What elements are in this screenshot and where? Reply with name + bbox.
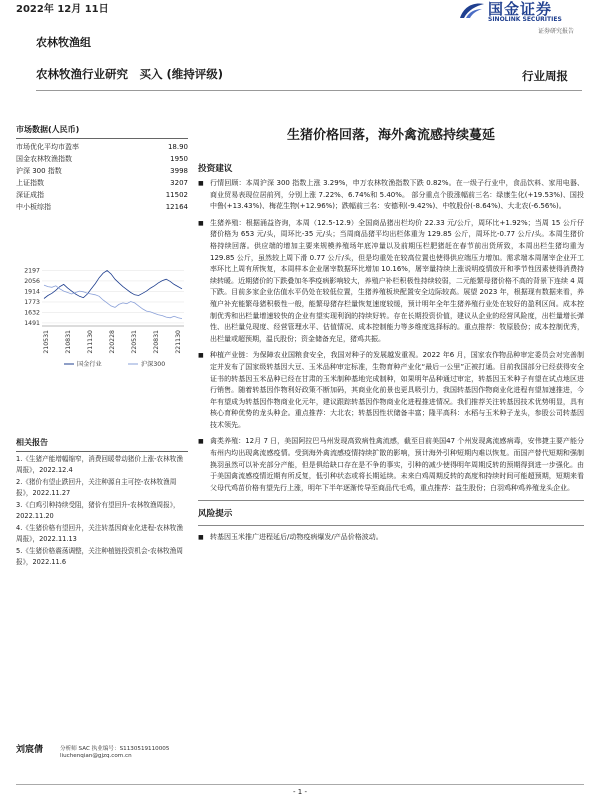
market-row-value: 12164: [165, 203, 188, 211]
investment-advice-heading: 投资建议: [198, 164, 233, 174]
report-type: 行业周报: [522, 69, 568, 83]
related-report-item[interactable]: 2.《猪价有望止跌回升，关注种源自主可控-农林牧渔周报》，2022.11.27: [16, 478, 177, 497]
series-line-0: [44, 271, 182, 299]
related-report-item[interactable]: 4.《生猪价格有望回升，关注转基因商业化进程-农林牧渔周报》，2022.11.13: [16, 524, 183, 543]
risk-heading: 风险提示: [198, 509, 233, 520]
report-tag: 证券研究报告: [538, 28, 575, 35]
x-tick-label: 220228: [109, 330, 116, 354]
market-row: [16, 201, 188, 213]
market-row: [16, 141, 188, 153]
analyst-name: 刘宸倩: [16, 745, 44, 755]
related-report-item[interactable]: 5.《生猪价格震荡调整，关注种植链投资机会-农林牧渔周报》，2022.11.6: [16, 547, 183, 566]
market-row-value: 3998: [170, 167, 188, 175]
x-tick-label: 210831: [65, 330, 72, 354]
x-tick-label: 220531: [131, 330, 138, 354]
report-title: 农林牧渔行业研究 买入 (维持评级): [36, 67, 224, 81]
y-tick-label: 1491: [24, 319, 40, 327]
risk-bullet: ■ 转基因玉米推广进程延后/动物疫病爆发/产品价格波动。: [198, 532, 584, 544]
x-tick-label: 220831: [153, 330, 160, 354]
legend-label-0: 国金行业: [77, 361, 102, 368]
market-row-label: 上证指数: [16, 179, 44, 187]
market-row: [16, 189, 188, 201]
market-row-value: 1950: [170, 155, 188, 163]
main-title: 生猪价格回落，海外禽流感持续蔓延: [286, 128, 495, 143]
legend-label-1: 沪深300: [141, 361, 166, 368]
market-data-panel: [16, 124, 188, 213]
related-divider: [16, 451, 188, 452]
main-content: [198, 124, 584, 549]
market-row: [16, 153, 188, 165]
logo-name-cn: 国金证券: [488, 0, 553, 18]
y-tick-label: 1632: [24, 309, 40, 317]
sinolink-logo-icon: [458, 0, 486, 20]
x-tick-label: 210531: [43, 330, 50, 354]
market-row-value: 18.90: [167, 143, 188, 151]
related-report-item[interactable]: 3.《白鸡引种持续受阻，猪价有望回升-农林牧渔周报》，2022.11.20: [16, 501, 180, 520]
market-row-label: 沪深 300 指数: [16, 167, 62, 175]
risk-list: [198, 532, 584, 544]
market-row-label: 国金农林牧渔指数: [16, 155, 72, 163]
index-line-chart: [16, 262, 188, 372]
page-number: - 1 -: [293, 788, 307, 796]
y-tick-label: 1914: [24, 288, 40, 296]
advice-bullet: ■ 行情回顾：本周沪深 300 指数上涨 3.29%，申万农林牧渔指数下跌 0.82%。在一级子行业中，食品饮料、家用电器、商业贸易表现位居前列，分别上涨 7.22%、6.74%和 5.40%。 部分重点个股涨幅前三名：绿康生化(+19.53%)、国投中鲁(+13.43%)、梅花生物(+12.96%)；跌幅前三名：安德利(-9.42%)、中牧股份(-8.64%)、大北农(-6.56%)。: [198, 178, 584, 213]
y-tick-label: 2056: [24, 277, 40, 285]
x-tick-label: 221130: [175, 330, 182, 354]
market-row-label: 深证成指: [16, 191, 44, 199]
market-row-value: 11502: [165, 191, 188, 199]
risk-divider: [198, 500, 584, 501]
market-data-list: [16, 141, 188, 213]
investment-advice-list: [198, 178, 584, 494]
market-data-divider: [16, 138, 188, 139]
related-report-item[interactable]: 1.《生猪产能增幅缩窄，消费回暖带动猪价上涨-农林牧渔周报》，2022.12.4: [16, 455, 183, 474]
related-reports-heading: 相关报告: [16, 438, 48, 447]
market-data-heading: 市场数据(人民币): [16, 125, 80, 134]
analyst-email[interactable]: liuchenqian@gjzq.com.cn: [60, 753, 132, 759]
market-row: [16, 177, 188, 189]
market-row-value: 3207: [170, 179, 188, 187]
report-date: 2022年 12月 11日: [16, 4, 109, 15]
brand-logo: [458, 0, 598, 32]
x-tick-label: 211130: [87, 330, 94, 354]
market-row: [16, 165, 188, 177]
logo-name-en: SINOLINK SECURITIES: [488, 16, 562, 23]
y-tick-label: 2197: [24, 267, 40, 275]
advice-bullet: ■ 种植产业链：为保障农业国粮食安全，我国对种子的发展越发重视。2022 年6 月，国家农作物品种审定委员会对完善制定并发布了国家级转基因大豆、玉米品种审定标准，生物育种产业化“最后一公里”正被打通。目前我国部分已经获得安全证书的转基因玉米品种已经在甘肃的玉米制种基地完成制种，如果明年品种通过审定，转基因玉米种子有望在试点地区进行销售。随着转基因作物利好政策不断加码，其商业化前景也更具吸引力，我国转基因作物商业化进程有望加速推进，今年有望成为转基因作物商业化元年，建议跟踪转基因作物商业化进程推进情况。我们推荐关注转基因技术优势明显，具有核心育种优势的龙头种企。重点推荐：大北农；转基因性状储备丰富；隆平高科：水稻与玉米种子龙头，参股公司转基因技术领先。: [198, 350, 584, 431]
analyst-info: [16, 742, 188, 770]
header-divider: [36, 90, 582, 91]
related-reports: [16, 437, 188, 569]
footer-divider: [16, 784, 584, 785]
market-row-label: 市场优化平均市盈率: [16, 143, 79, 151]
market-row-label: 中小板综指: [16, 203, 51, 211]
advice-bullet: ■ 禽类养殖：12月 7 日，美国阿拉巴马州发现高致病性禽流感，截至目前美国47 个州发现禽流感病毒，安伟捷主要产能分布州内均出现禽流感疫情。受到海外禽流感疫情持续扩散的影响，预计海外引种短期内难以恢复。而国产替代短期和强制换羽虽然可以补充部分产能，但是俱给缺口存在是不争的事实，引种的减少使得明年周期反转的预期得到进一步强化。由于美国禽流感疫情近期有所反复，低引种状态或将长期延续。未来白鸡周期反转的高度和持续时间可能超预期，短期来看父母代鸡苗价格有望先行上涨，明年下半年逐渐传导至商品代毛鸡，重点推荐：益生股份；白羽鸡种鸡养殖龙头企业。: [198, 436, 584, 494]
y-tick-label: 1773: [24, 298, 40, 306]
risk-divider-2: [198, 525, 584, 526]
advice-bullet: ■ 生猪养殖：根据涌益咨询，本周（12.5-12.9）全国商品猪出栏均价 22.33 元/公斤，周环比+1.92%；当周 15 公斤仔猪价格为 653 元/头，周环比-35 元/头；当周商品猪平均出栏体重为 129.85 公斤，周环比-0.77 公斤/头。本周生猪价格持续回落。供应端的增加主要来规模养殖场年底冲量以及前期压栏肥猪赶在春节前出货所致，本周出栏生猪均重为 129.85 公斤，虽然较上周下滑 0.77 公斤/头，但是均重处在较高位置也使得供应端压力增加。需求端本周屠宰企业开工率环比上周有所恢复，本周样本企业屠宰数据环比增加 10.16%，屠宰量持续上涨说明疫情放开和季节性因素使得消费持续转暖。近期猪价的下跌叠加冬季疫病影响较大，养殖户补栏积极性持续较弱，二元能繁母猪价格不高的背景下连续 4 周下跌。目前多家企业估值水平仍处在较低位置，生猪养殖板块配置安全边际较高。展望 2023 年，根据现有数据来看，养殖户补充能繁母猪积极性一般，能繁母猪存栏量恢复速度较缓，预计明年全年生猪养殖行业处在较好的盈利区间。成本控制优秀和出栏量增速较快的企业有望实现利润的持续好转。存在长期投资价值，建议从企业的经营风险度，出栏量增长弹性、出栏量兑现度、经营管理水平、估值情况、成本控制能力等多维度选择标的。重点推荐：牧原股份；成本控制优秀，出栏量或超预期，温氏股份；资金储备充足，猪鸡共振。: [198, 218, 584, 346]
report-header: [36, 66, 582, 86]
related-reports-list: [16, 454, 188, 568]
analyst-cert: 分析师 SAC 执业编号：S1130519110005: [60, 746, 170, 752]
index-chart: [16, 262, 188, 372]
sector-label: 农林牧渔组: [36, 36, 91, 49]
